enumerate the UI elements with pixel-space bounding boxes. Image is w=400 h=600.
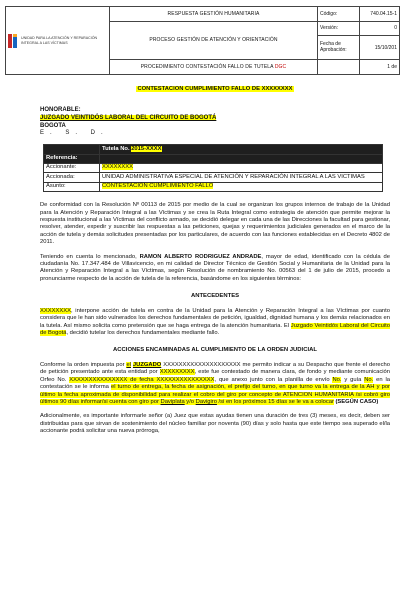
asunto-value: CONTESTACIÓN CUMPLIMIENTO FALLO	[102, 183, 214, 190]
paragraph-acciones	[40, 362, 390, 406]
asunto-row	[44, 182, 383, 191]
p4-text-a: Conforme la orden impuesta por	[40, 361, 127, 368]
recipient-block	[40, 107, 390, 138]
p4-text-i: y/o	[184, 398, 196, 405]
p2-text-b: , mayor de edad, identificado con la cédula de ciudadanía No. 17.347.484 de Villavicencio, en mi calidad de Director Técnico de Gestión Social y Humanitaria de la Unidad para la Atención y Reparación Integral a las Víctimas, según Resolución de nombramiento No. 00563 del 1 de julio de 2015, procedo a pronunciarme respecto de la acción de tutela de la referencia, basándome en los siguientes términos:	[40, 253, 390, 282]
p4-x1: XXXXXXXXXXXXXXXXXXXX	[163, 361, 241, 368]
header-row2-title: PROCESO GESTIÓN DE ATENCIÓN Y ORIENTACIÓN	[110, 21, 318, 60]
logo-mark-icon	[8, 34, 18, 48]
p3-text-b: , decidió tutelar los derechos fundamentales mediante fallo.	[66, 329, 220, 336]
p4-el: el	[126, 361, 131, 368]
tutela-empty-cell	[44, 145, 100, 154]
document-header	[5, 6, 400, 75]
referencia-label: Referencia:	[44, 154, 100, 163]
accionante-cell	[100, 163, 383, 172]
reference-table	[43, 144, 383, 192]
header-table	[5, 6, 400, 75]
logo-text: UNIDAD PARA LA ATENCIÓN Y REPARACIÓN INTEGRAL A LAS VÍCTIMAS	[21, 36, 98, 45]
accionada-row	[44, 173, 383, 182]
referencia-empty-cell	[100, 154, 383, 163]
accionante-row	[44, 163, 383, 172]
pagina-label-cell	[318, 60, 360, 75]
unidad-logo	[8, 34, 107, 48]
paragraph-adicionalmente: Adicionalmente, es importante informarle señor (a) Juez que estas ayudas tienen una duración de tres (3) meses, es decir, deben ser distribuidas para que sirvan de sostenimiento del núcleo familiar por noventa (90) días y solo hasta que este tiempo sea superado el/la accionante podrá solicitar una nueva prórroga,	[40, 413, 390, 435]
p3-placeholder: XXXXXXXX	[40, 307, 71, 314]
p4-highlight-15dias: /si en los próximos 15 días se le va a colocar	[216, 398, 334, 405]
p4-text-f: en la contestación se le informa	[40, 376, 390, 391]
p4-text-c: , este fue contestado de manera clara, de fondo y mediante comunicación Orfeo No.	[40, 369, 390, 383]
document-body	[40, 78, 390, 436]
p3-juzgado: Juzgado Veintidós Laboral del Circuito de Bogotá	[40, 322, 390, 336]
p4-text-e: y guía	[341, 376, 365, 383]
p4-highlight-giro: /si cobró giro últimos 90 días informar/si cuenta con giro por	[40, 391, 391, 405]
accionante-value: XXXXXXXX	[102, 164, 133, 171]
tutela-label: Tutela No.	[102, 145, 132, 152]
p4-no1: No.	[332, 376, 342, 383]
tutela-number: 2015-XXXX	[131, 145, 162, 152]
tutela-row	[44, 145, 383, 154]
accionante-label: Accionante:	[44, 163, 100, 172]
paragraph-director	[40, 254, 390, 284]
asunto-cell	[100, 182, 383, 191]
referencia-row	[44, 154, 383, 163]
paragraph-resolucion: De conformidad con la Resolución Nº 00113 de 2015 por medio de la cual se organizan los grupos internos de trabajo de la Unidad para la Atención y Reparación Integral a las Víctimas y se crea la Ruta Integral como estrategia de atención que permite mejorar la respuesta institucional a las Víctimas del conflicto armado, se decidió delegar en cada una de las Direcciones la facultad para gestionar, resolver, atender, expedir y suscribir las respuestas a las peticiones, quejas y requerimientos judiciales generados en el marco de la acción de tutela y demás solicitudes presentadas por los particulares, de acuerdo con las funciones establecidas en el Decreto 4802 de 2011.	[40, 202, 390, 246]
accionada-value: UNIDAD ADMINISTRATIVA ESPECIAL DE ATENCIÓN Y REPARACIÓN INTEGRAL A LAS VICTIMAS	[100, 173, 383, 182]
director-name: RAMON ALBERTO RODRIGUEZ ANDRADE	[139, 253, 262, 260]
esd-text: E. S. D.	[40, 130, 109, 137]
p4-text-d: , que anexo junto con la planilla de envío	[214, 376, 333, 383]
p4-text-b: me permito indicar a su Despacho que frente el derecho de petición presentado ante esta entidad por	[40, 361, 390, 376]
juzgado-name-text: JUZGADO VEINTIDÓS LABORAL DEL CIRCUITO DE BOGOTÁ	[40, 115, 217, 122]
p3-text-a: , interpone acción de tutela en contra de la Unidad para la Atención y Reparación Integral a las Víctimas por cuanto considera que le han sido vulnerados los derechos fundamentales de petición, igualdad, dignidad humana y los demás relacionados en la tutela. Así mismo solicita como pretensión que se haga entrega de la atención humanitaria. El	[40, 307, 390, 329]
p2-text-a: Teniendo en cuenta lo mencionado,	[40, 253, 140, 260]
p4-x2: XXXXXXXXX	[159, 369, 195, 376]
logo-cell	[6, 7, 110, 75]
juzgado-name	[40, 115, 390, 123]
header-row3	[110, 60, 318, 75]
p4-highlight-turno: el turno de entrega, la fecha de asignación, el prefijo del turno, en que turno va la entrega de la AH y por último la fecha aproximada de disponibilidad para realizar el cobro del giro por concepto de ATENCION HUMANITARIA	[40, 384, 390, 398]
document-title-text: CONTESTACION CUMPLIMIENTO FALLO DE XXXXXXXX	[137, 86, 293, 92]
document-title	[40, 86, 390, 93]
p4-segun-caso: (SEGÚN CASO)	[333, 398, 379, 405]
version-label: Versión:	[318, 21, 360, 36]
pagina-value: 1 de	[360, 60, 400, 75]
tutela-cell	[100, 145, 383, 154]
p4-davigiro: Davigiro	[195, 398, 217, 405]
fecha-label: Fecha de Aprobación:	[318, 36, 360, 60]
paragraph-antecedentes	[40, 308, 390, 338]
codigo-value: 740.04.15-1	[360, 7, 400, 22]
acciones-title: ACCIONES ENCAMINADAS AL CUMPLIMIENTO DE LA ORDEN JUDICIAL	[113, 347, 317, 354]
accionada-label: Accionada:	[44, 173, 100, 182]
version-value: 0	[360, 21, 400, 36]
header-row1-title: RESPUESTA GESTIÓN HUMANITARIA	[110, 7, 318, 22]
header-row3-title: PROCEDIMIENTO CONTESTACIÓN FALLO DE TUTELA	[140, 63, 274, 70]
codigo-label: Código:	[318, 7, 360, 22]
p4-daviplata: Daviplata	[160, 398, 185, 405]
fecha-value: 15/10/201	[360, 36, 400, 60]
city: BOGOTA	[40, 122, 66, 129]
asunto-label: Asunto:	[44, 182, 100, 191]
p4-juzgado: JUZGADO	[132, 361, 162, 368]
header-row3-red: DGC	[274, 63, 287, 70]
antecedentes-title: ANTECEDENTES	[190, 293, 240, 300]
p4-no2: No.	[364, 376, 374, 383]
honorable-label: HONORABLE:	[40, 107, 81, 114]
p4-x3: XXXXXXXXXXXXXXX de fecha XXXXXXXXXXXXXXX	[69, 376, 215, 383]
